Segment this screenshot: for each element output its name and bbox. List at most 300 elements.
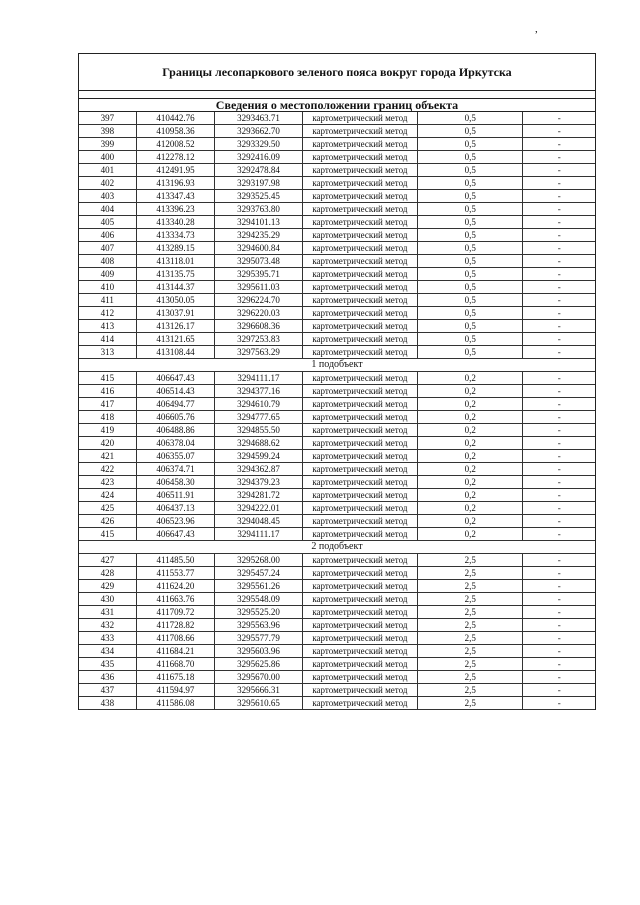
- table-row: [79, 203, 595, 216]
- accuracy-cell: 0,5: [418, 333, 523, 345]
- y-coordinate-cell: 3297563.29: [215, 346, 303, 358]
- x-coordinate-cell: 406488.86: [137, 424, 216, 436]
- x-coordinate-cell: 411553.77: [137, 567, 216, 579]
- table-row: [79, 372, 595, 385]
- y-coordinate-cell: 3293525.45: [215, 190, 303, 202]
- accuracy-cell: 0,5: [418, 203, 523, 215]
- point-number-cell: 429: [79, 580, 137, 592]
- y-coordinate-cell: 3295670.00: [215, 671, 303, 683]
- y-coordinate-cell: 3294048.45: [215, 515, 303, 527]
- document-title: Границы лесопаркового зеленого пояса вокруг города Иркутска: [79, 54, 595, 91]
- description-cell: -: [557, 256, 561, 266]
- description-cell: -: [557, 698, 561, 708]
- accuracy-cell: 0,2: [418, 411, 523, 423]
- description-cell: -: [557, 620, 561, 630]
- table-row: [79, 190, 595, 203]
- accuracy-cell: 2,5: [418, 554, 523, 566]
- description-cell: -: [557, 399, 561, 409]
- method-cell: картометрический метод: [303, 476, 418, 488]
- x-coordinate-cell: 411594.97: [137, 684, 216, 696]
- x-coordinate-cell: 406514.43: [137, 385, 216, 397]
- x-coordinate-cell: 406647.43: [137, 372, 216, 384]
- coordinates-table: [78, 53, 596, 710]
- accuracy-cell: 0,5: [418, 242, 523, 254]
- y-coordinate-cell: 3293463.71: [215, 112, 303, 124]
- method-cell: картометрический метод: [303, 645, 418, 657]
- point-number-cell: 433: [79, 632, 137, 644]
- point-number-cell: 415: [79, 372, 137, 384]
- description-cell: -: [557, 503, 561, 513]
- point-number-cell: 428: [79, 567, 137, 579]
- accuracy-cell: 2,5: [418, 671, 523, 683]
- x-coordinate-cell: 413144.37: [137, 281, 216, 293]
- y-coordinate-cell: 3294101.13: [215, 216, 303, 228]
- point-number-cell: 423: [79, 476, 137, 488]
- accuracy-cell: 0,2: [418, 385, 523, 397]
- y-coordinate-cell: 3297253.83: [215, 333, 303, 345]
- x-coordinate-cell: 413118.01: [137, 255, 216, 267]
- point-number-cell: 432: [79, 619, 137, 631]
- x-coordinate-cell: 406355.07: [137, 450, 216, 462]
- table-row: [79, 645, 595, 658]
- description-cell: -: [557, 464, 561, 474]
- accuracy-cell: 2,5: [418, 567, 523, 579]
- table-row: [79, 489, 595, 502]
- table-row: [79, 567, 595, 580]
- point-number-cell: 438: [79, 697, 137, 709]
- table-row: [79, 281, 595, 294]
- description-cell: -: [557, 412, 561, 422]
- x-coordinate-cell: 413196.93: [137, 177, 216, 189]
- x-coordinate-cell: 413121.65: [137, 333, 216, 345]
- accuracy-cell: 0,5: [418, 255, 523, 267]
- x-coordinate-cell: 406605.76: [137, 411, 216, 423]
- point-number-cell: 436: [79, 671, 137, 683]
- x-coordinate-cell: 406458.30: [137, 476, 216, 488]
- table-row: [79, 151, 595, 164]
- description-cell: -: [557, 113, 561, 123]
- point-number-cell: 422: [79, 463, 137, 475]
- y-coordinate-cell: 3294111.17: [215, 372, 303, 384]
- y-coordinate-cell: 3294599.24: [215, 450, 303, 462]
- x-coordinate-cell: 412008.52: [137, 138, 216, 150]
- method-cell: картометрический метод: [303, 190, 418, 202]
- point-number-cell: 412: [79, 307, 137, 319]
- description-cell: -: [557, 204, 561, 214]
- description-cell: -: [557, 594, 561, 604]
- description-cell: -: [557, 295, 561, 305]
- method-cell: картометрический метод: [303, 229, 418, 241]
- y-coordinate-cell: 3294600.84: [215, 242, 303, 254]
- y-coordinate-cell: 3295395.71: [215, 268, 303, 280]
- y-coordinate-cell: 3295073.48: [215, 255, 303, 267]
- y-coordinate-cell: 3294222.01: [215, 502, 303, 514]
- x-coordinate-cell: 413037.91: [137, 307, 216, 319]
- point-number-cell: 404: [79, 203, 137, 215]
- table-row: [79, 255, 595, 268]
- method-cell: картометрический метод: [303, 151, 418, 163]
- method-cell: картометрический метод: [303, 554, 418, 566]
- description-cell: -: [557, 217, 561, 227]
- x-coordinate-cell: 413050.05: [137, 294, 216, 306]
- method-cell: картометрический метод: [303, 320, 418, 332]
- description-cell: -: [557, 685, 561, 695]
- description-cell: -: [557, 529, 561, 539]
- table-row: [79, 463, 595, 476]
- description-cell: -: [557, 321, 561, 331]
- y-coordinate-cell: 3295625.86: [215, 658, 303, 670]
- y-coordinate-cell: 3295611.03: [215, 281, 303, 293]
- accuracy-cell: 0,5: [418, 177, 523, 189]
- point-number-cell: 406: [79, 229, 137, 241]
- point-number-cell: 427: [79, 554, 137, 566]
- accuracy-cell: 0,5: [418, 268, 523, 280]
- point-number-cell: 416: [79, 385, 137, 397]
- point-number-cell: 435: [79, 658, 137, 670]
- y-coordinate-cell: 3294610.79: [215, 398, 303, 410]
- table-row: [79, 554, 595, 567]
- point-number-cell: 410: [79, 281, 137, 293]
- method-cell: картометрический метод: [303, 411, 418, 423]
- table-row: [79, 671, 595, 684]
- y-coordinate-cell: 3292478.84: [215, 164, 303, 176]
- accuracy-cell: 0,5: [418, 125, 523, 137]
- x-coordinate-cell: 413340.28: [137, 216, 216, 228]
- accuracy-cell: 0,2: [418, 437, 523, 449]
- point-number-cell: 426: [79, 515, 137, 527]
- method-cell: картометрический метод: [303, 112, 418, 124]
- method-cell: картометрический метод: [303, 632, 418, 644]
- accuracy-cell: 0,5: [418, 164, 523, 176]
- accuracy-cell: 0,2: [418, 528, 523, 540]
- point-number-cell: 409: [79, 268, 137, 280]
- method-cell: картометрический метод: [303, 502, 418, 514]
- x-coordinate-cell: 406511.91: [137, 489, 216, 501]
- y-coordinate-cell: 3292416.09: [215, 151, 303, 163]
- point-number-cell: 405: [79, 216, 137, 228]
- description-cell: -: [557, 516, 561, 526]
- description-cell: -: [557, 490, 561, 500]
- accuracy-cell: 0,2: [418, 476, 523, 488]
- x-coordinate-cell: 413126.17: [137, 320, 216, 332]
- point-number-cell: 400: [79, 151, 137, 163]
- table-row: [79, 632, 595, 645]
- y-coordinate-cell: 3296220.03: [215, 307, 303, 319]
- method-cell: картометрический метод: [303, 164, 418, 176]
- method-cell: картометрический метод: [303, 385, 418, 397]
- y-coordinate-cell: 3295457.24: [215, 567, 303, 579]
- accuracy-cell: 0,2: [418, 424, 523, 436]
- accuracy-cell: 2,5: [418, 606, 523, 618]
- method-cell: картометрический метод: [303, 567, 418, 579]
- table-row: [79, 658, 595, 671]
- point-number-cell: 398: [79, 125, 137, 137]
- y-coordinate-cell: 3295561.26: [215, 580, 303, 592]
- y-coordinate-cell: 3294362.87: [215, 463, 303, 475]
- y-coordinate-cell: 3295268.00: [215, 554, 303, 566]
- accuracy-cell: 0,2: [418, 463, 523, 475]
- accuracy-cell: 0,5: [418, 346, 523, 358]
- accuracy-cell: 2,5: [418, 658, 523, 670]
- description-cell: -: [557, 139, 561, 149]
- accuracy-cell: 2,5: [418, 632, 523, 644]
- accuracy-cell: 0,5: [418, 307, 523, 319]
- point-number-cell: 418: [79, 411, 137, 423]
- description-cell: -: [557, 373, 561, 383]
- description-cell: -: [557, 568, 561, 578]
- table-row: [79, 580, 595, 593]
- description-cell: -: [557, 334, 561, 344]
- description-cell: -: [557, 243, 561, 253]
- accuracy-cell: 0,5: [418, 320, 523, 332]
- accuracy-cell: 2,5: [418, 697, 523, 709]
- point-number-cell: 431: [79, 606, 137, 618]
- x-coordinate-cell: 413334.73: [137, 229, 216, 241]
- table-row: [79, 164, 595, 177]
- accuracy-cell: 0,5: [418, 229, 523, 241]
- method-cell: картометрический метод: [303, 268, 418, 280]
- accuracy-cell: 0,2: [418, 450, 523, 462]
- x-coordinate-cell: 411684.21: [137, 645, 216, 657]
- x-coordinate-cell: 411586.08: [137, 697, 216, 709]
- description-cell: -: [557, 126, 561, 136]
- table-row: [79, 138, 595, 151]
- y-coordinate-cell: 3294855.50: [215, 424, 303, 436]
- y-coordinate-cell: 3294281.72: [215, 489, 303, 501]
- table-subtitle: Сведения о местоположении границ объекта: [79, 99, 595, 112]
- description-cell: -: [557, 646, 561, 656]
- point-number-cell: 402: [79, 177, 137, 189]
- description-cell: -: [557, 230, 561, 240]
- method-cell: картометрический метод: [303, 489, 418, 501]
- point-number-cell: 407: [79, 242, 137, 254]
- accuracy-cell: 2,5: [418, 684, 523, 696]
- table-row: [79, 307, 595, 320]
- table-row: [79, 502, 595, 515]
- x-coordinate-cell: 410958.36: [137, 125, 216, 137]
- point-number-cell: 413: [79, 320, 137, 332]
- method-cell: картометрический метод: [303, 138, 418, 150]
- point-number-cell: 403: [79, 190, 137, 202]
- method-cell: картометрический метод: [303, 684, 418, 696]
- x-coordinate-cell: 413108.44: [137, 346, 216, 358]
- table-row: [79, 177, 595, 190]
- subobject-heading: 1 подобъект: [79, 359, 595, 372]
- y-coordinate-cell: 3294235.29: [215, 229, 303, 241]
- method-cell: картометрический метод: [303, 281, 418, 293]
- y-coordinate-cell: 3295563.96: [215, 619, 303, 631]
- description-cell: -: [557, 659, 561, 669]
- table-row: [79, 112, 595, 125]
- method-cell: картометрический метод: [303, 515, 418, 527]
- x-coordinate-cell: 412278.12: [137, 151, 216, 163]
- method-cell: картометрический метод: [303, 619, 418, 631]
- table-row: [79, 411, 595, 424]
- table-row: [79, 333, 595, 346]
- accuracy-cell: 2,5: [418, 645, 523, 657]
- y-coordinate-cell: 3293662.70: [215, 125, 303, 137]
- y-coordinate-cell: 3296608.36: [215, 320, 303, 332]
- method-cell: картометрический метод: [303, 216, 418, 228]
- description-cell: -: [557, 347, 561, 357]
- y-coordinate-cell: 3294688.62: [215, 437, 303, 449]
- method-cell: картометрический метод: [303, 294, 418, 306]
- description-cell: -: [557, 191, 561, 201]
- description-cell: -: [557, 477, 561, 487]
- accuracy-cell: 2,5: [418, 619, 523, 631]
- description-cell: -: [557, 581, 561, 591]
- x-coordinate-cell: 413135.75: [137, 268, 216, 280]
- y-coordinate-cell: 3295525.20: [215, 606, 303, 618]
- method-cell: картометрический метод: [303, 437, 418, 449]
- description-cell: -: [557, 438, 561, 448]
- point-number-cell: 399: [79, 138, 137, 150]
- method-cell: картометрический метод: [303, 593, 418, 605]
- point-number-cell: 425: [79, 502, 137, 514]
- accuracy-cell: 0,2: [418, 489, 523, 501]
- y-coordinate-cell: 3295548.09: [215, 593, 303, 605]
- table-row: [79, 216, 595, 229]
- y-coordinate-cell: 3295577.79: [215, 632, 303, 644]
- table-row: [79, 385, 595, 398]
- x-coordinate-cell: 406437.13: [137, 502, 216, 514]
- x-coordinate-cell: 413396.23: [137, 203, 216, 215]
- method-cell: картометрический метод: [303, 424, 418, 436]
- point-number-cell: 411: [79, 294, 137, 306]
- accuracy-cell: 0,2: [418, 502, 523, 514]
- table-row: [79, 619, 595, 632]
- point-number-cell: 408: [79, 255, 137, 267]
- accuracy-cell: 0,5: [418, 138, 523, 150]
- y-coordinate-cell: 3294379.23: [215, 476, 303, 488]
- y-coordinate-cell: 3296224.70: [215, 294, 303, 306]
- method-cell: картометрический метод: [303, 606, 418, 618]
- y-coordinate-cell: 3293329.50: [215, 138, 303, 150]
- table-row: [79, 437, 595, 450]
- point-number-cell: 417: [79, 398, 137, 410]
- method-cell: картометрический метод: [303, 242, 418, 254]
- description-cell: -: [557, 425, 561, 435]
- point-number-cell: 437: [79, 684, 137, 696]
- point-number-cell: 415: [79, 528, 137, 540]
- x-coordinate-cell: 406647.43: [137, 528, 216, 540]
- x-coordinate-cell: 413347.43: [137, 190, 216, 202]
- x-coordinate-cell: 406378.04: [137, 437, 216, 449]
- accuracy-cell: 0,5: [418, 190, 523, 202]
- description-cell: -: [557, 165, 561, 175]
- accuracy-cell: 0,5: [418, 112, 523, 124]
- method-cell: картометрический метод: [303, 398, 418, 410]
- x-coordinate-cell: 411675.18: [137, 671, 216, 683]
- accuracy-cell: 0,5: [418, 294, 523, 306]
- table-row: [79, 268, 595, 281]
- table-row: [79, 606, 595, 619]
- table-row: [79, 294, 595, 307]
- table-row: [79, 125, 595, 138]
- y-coordinate-cell: 3293763.80: [215, 203, 303, 215]
- description-cell: -: [557, 308, 561, 318]
- accuracy-cell: 2,5: [418, 580, 523, 592]
- method-cell: картометрический метод: [303, 346, 418, 358]
- table-row: [79, 320, 595, 333]
- method-cell: картометрический метод: [303, 203, 418, 215]
- point-number-cell: 420: [79, 437, 137, 449]
- method-cell: картометрический метод: [303, 177, 418, 189]
- subobject-heading: 2 подобъект: [79, 541, 595, 554]
- table-row: [79, 229, 595, 242]
- table-row: [79, 424, 595, 437]
- x-coordinate-cell: 411709.72: [137, 606, 216, 618]
- method-cell: картометрический метод: [303, 450, 418, 462]
- x-coordinate-cell: 413289.15: [137, 242, 216, 254]
- method-cell: картометрический метод: [303, 333, 418, 345]
- x-coordinate-cell: 406494.77: [137, 398, 216, 410]
- method-cell: картометрический метод: [303, 671, 418, 683]
- accuracy-cell: 0,2: [418, 372, 523, 384]
- y-coordinate-cell: 3293197.98: [215, 177, 303, 189]
- method-cell: картометрический метод: [303, 463, 418, 475]
- x-coordinate-cell: 411624.20: [137, 580, 216, 592]
- table-row: [79, 450, 595, 463]
- x-coordinate-cell: 411663.76: [137, 593, 216, 605]
- table-row: [79, 476, 595, 489]
- y-coordinate-cell: 3295666.31: [215, 684, 303, 696]
- method-cell: картометрический метод: [303, 528, 418, 540]
- description-cell: -: [557, 555, 561, 565]
- point-number-cell: 421: [79, 450, 137, 462]
- table-row: [79, 346, 595, 359]
- table-row: [79, 593, 595, 606]
- description-cell: -: [557, 633, 561, 643]
- y-coordinate-cell: 3294777.65: [215, 411, 303, 423]
- x-coordinate-cell: 411708.66: [137, 632, 216, 644]
- y-coordinate-cell: 3295603.96: [215, 645, 303, 657]
- accuracy-cell: 0,5: [418, 216, 523, 228]
- x-coordinate-cell: 412491.95: [137, 164, 216, 176]
- table-row: [79, 242, 595, 255]
- point-number-cell: 397: [79, 112, 137, 124]
- method-cell: картометрический метод: [303, 372, 418, 384]
- table-row: [79, 398, 595, 411]
- description-cell: -: [557, 672, 561, 682]
- description-cell: -: [557, 152, 561, 162]
- x-coordinate-cell: 411485.50: [137, 554, 216, 566]
- method-cell: картометрический метод: [303, 580, 418, 592]
- x-coordinate-cell: 411728.82: [137, 619, 216, 631]
- description-cell: -: [557, 607, 561, 617]
- point-number-cell: 419: [79, 424, 137, 436]
- point-number-cell: 424: [79, 489, 137, 501]
- point-number-cell: 430: [79, 593, 137, 605]
- point-number-cell: 401: [79, 164, 137, 176]
- table-body: [79, 112, 595, 710]
- table-row: [79, 515, 595, 528]
- accuracy-cell: 0,2: [418, 515, 523, 527]
- y-coordinate-cell: 3294111.17: [215, 528, 303, 540]
- table-row: [79, 684, 595, 697]
- accuracy-cell: 0,5: [418, 151, 523, 163]
- description-cell: -: [557, 386, 561, 396]
- accuracy-cell: 0,2: [418, 398, 523, 410]
- x-coordinate-cell: 406523.96: [137, 515, 216, 527]
- x-coordinate-cell: 411668.70: [137, 658, 216, 670]
- method-cell: картометрический метод: [303, 697, 418, 709]
- description-cell: -: [557, 451, 561, 461]
- accuracy-cell: 0,5: [418, 281, 523, 293]
- description-cell: -: [557, 178, 561, 188]
- point-number-cell: 434: [79, 645, 137, 657]
- method-cell: картометрический метод: [303, 658, 418, 670]
